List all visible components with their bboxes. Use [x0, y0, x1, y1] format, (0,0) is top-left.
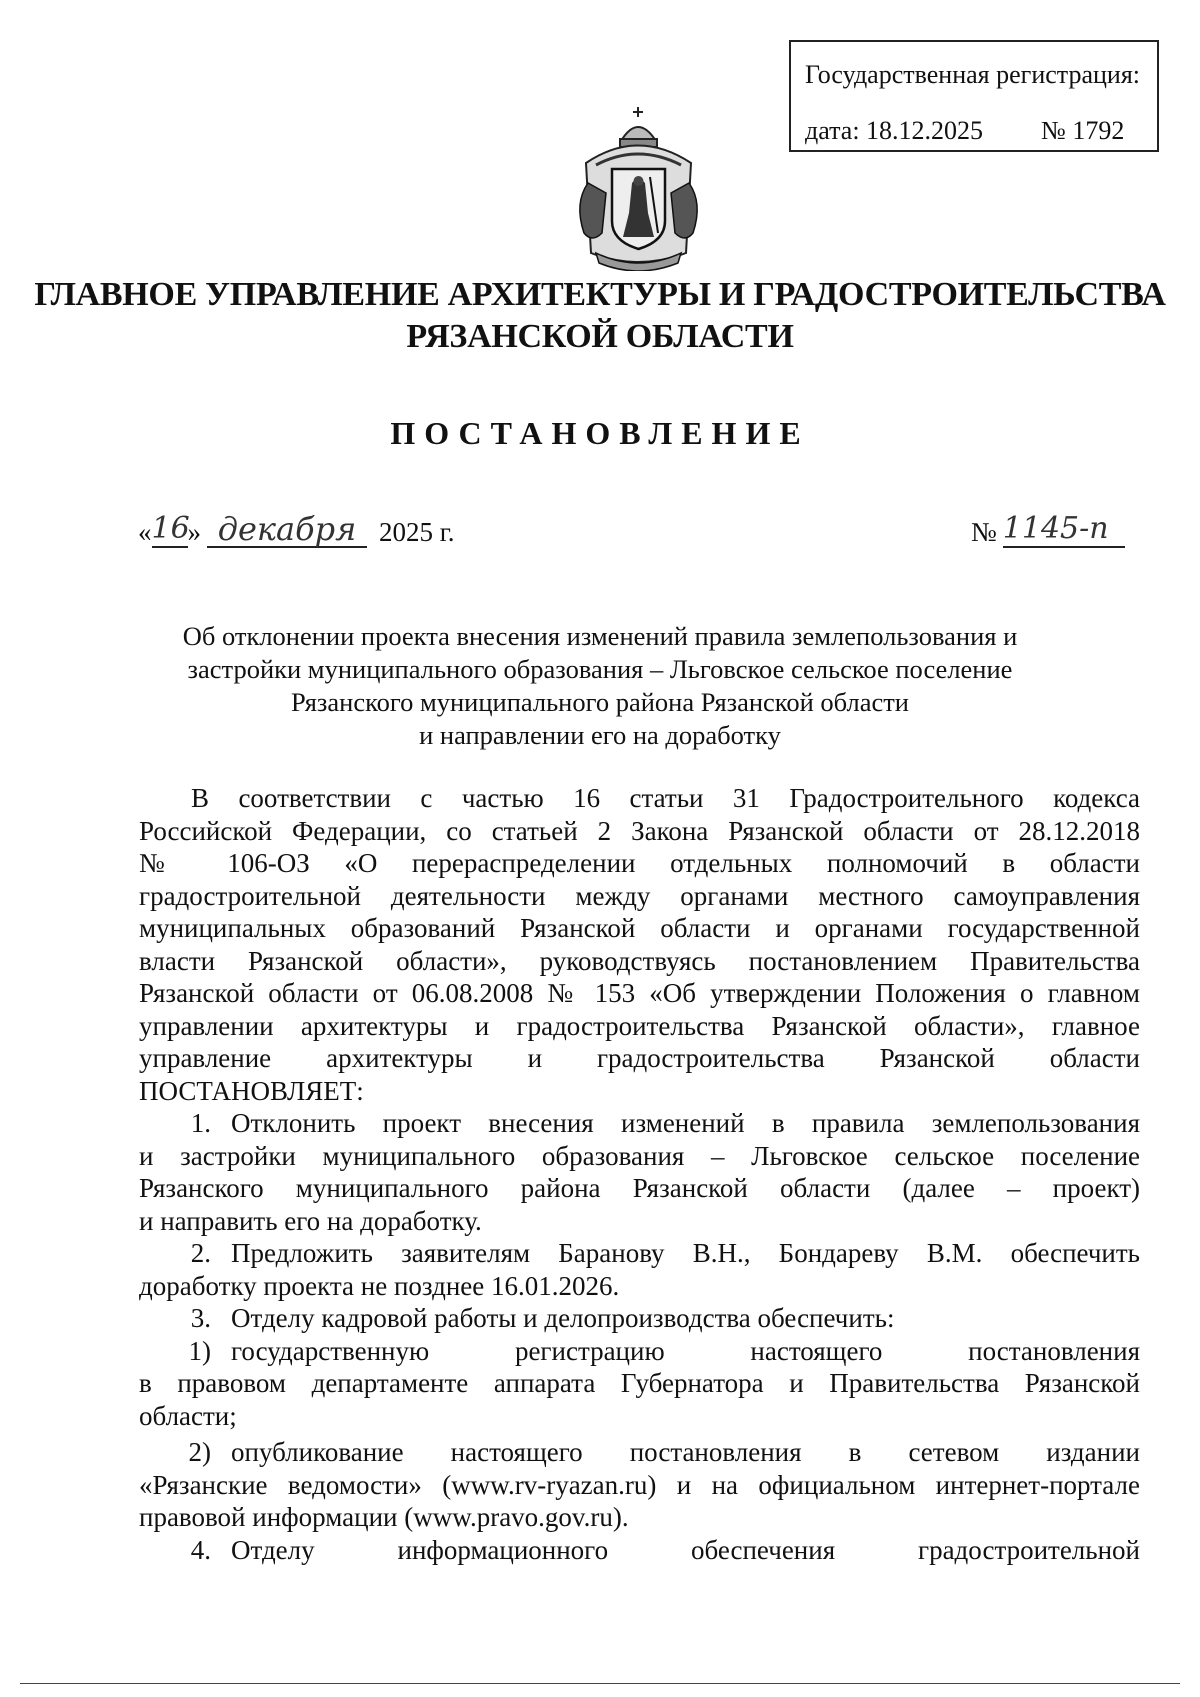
document-subject	[0, 620, 1200, 752]
item-first-line: Предложить заявителям Баранову В.Н., Бондареву В.М. обеспечить	[231, 1238, 1140, 1268]
date-day: 16	[151, 511, 190, 546]
preamble-line: муниципальных образований Рязанской области и органами государственной	[139, 913, 1140, 943]
number-prefix: №	[971, 517, 997, 547]
registration-stamp	[789, 40, 1159, 152]
item-line: и застройки муниципального образования – Льговское сельское поселение	[139, 1140, 1140, 1171]
item-first-line: Отделу кадровой работы и делопроизводства обеспечить:	[231, 1303, 895, 1333]
organization-line-2: РЯЗАНСКОЙ ОБЛАСТИ	[406, 318, 794, 355]
item-first-line: Отделу информационного обеспечения градостроительной	[231, 1534, 1140, 1565]
item-line: Рязанского муниципального района Рязанской области (далее – проект)	[139, 1173, 1140, 1203]
organization-line-1: ГЛАВНОЕ УПРАВЛЕНИЕ АРХИТЕКТУРЫ И ГРАДОСТРОИТЕЛЬСТВА	[34, 276, 1166, 313]
document-type: ПОСТАНОВЛЕНИЕ	[390, 415, 810, 451]
list-item	[139, 1302, 1140, 1335]
sub-list-item	[139, 1436, 1140, 1469]
date-open-quote: «	[138, 517, 152, 547]
item-line: доработку проекта не позднее 16.01.2026.	[139, 1270, 620, 1301]
item-line: и направить его на доработку.	[139, 1205, 482, 1236]
registration-number: № 1792	[1041, 116, 1125, 145]
document-date	[138, 512, 455, 548]
item-number: 1.	[190, 1108, 211, 1138]
subject-line: Об отклонении проекта внесения изменений правила землепользования и	[182, 621, 1018, 651]
organization-name	[0, 274, 1200, 358]
list-item	[139, 1534, 1140, 1567]
subject-line: и направлении его на доработку	[419, 720, 781, 750]
list-item	[139, 1107, 1140, 1140]
preamble-line: № 106-ОЗ «О перераспределении отдельных полномочий в области	[139, 848, 1140, 878]
subitem-number: 2)	[188, 1437, 211, 1467]
document-body	[139, 782, 1140, 1566]
subitem-number: 1)	[188, 1335, 211, 1366]
registration-date: дата: 18.12.2025	[805, 116, 984, 145]
item-first-line: Отклонить проект внесения изменений в правила землепользования	[231, 1108, 1140, 1138]
document-number	[971, 512, 1125, 548]
preamble-line: градостроительной деятельности между органами местного самоуправления	[139, 880, 1140, 911]
date-close-quote: »	[187, 517, 201, 547]
registration-title: Государственная регистрация:	[805, 60, 1141, 89]
number-value: 1145-п	[1003, 512, 1125, 548]
subitem-line: области;	[139, 1400, 237, 1431]
date-month: декабря	[207, 512, 367, 548]
date-year: 2025 г.	[379, 517, 455, 547]
preamble-line: Рязанской области от 06.08.2008 № 153 «Об утверждении Положения о главном	[139, 978, 1140, 1008]
subitem-line: «Рязанские ведомости» (www.rv-ryazan.ru) и на официальном интернет-портале	[139, 1469, 1140, 1500]
preamble-line: Российской Федерации, со статьей 2 Закона Рязанской области от 28.12.2018	[139, 815, 1140, 846]
item-number: 3.	[190, 1303, 211, 1333]
item-number: 2.	[190, 1238, 211, 1268]
preamble-line: управлении архитектуры и градостроительства Рязанской области», главное	[139, 1010, 1140, 1041]
subitem-first-line: опубликование настоящего постановления в сетевом издании	[231, 1437, 1140, 1467]
sub-list-item	[139, 1335, 1140, 1368]
preamble-line: ПОСТАНОВЛЯЕТ:	[139, 1075, 364, 1106]
subitem-first-line: государственную регистрацию настоящего постановления	[231, 1335, 1140, 1366]
subitem-line: правовой информации (www.pravo.gov.ru).	[139, 1502, 629, 1532]
item-number: 4.	[190, 1534, 211, 1565]
preamble-line: В соответствии с частью 16 статьи 31 Градостроительного кодекса	[191, 783, 1140, 813]
preamble-line: управление архитектуры и градостроительства Рязанской области	[139, 1043, 1140, 1073]
preamble-line: власти Рязанской области», руководствуясь постановлением Правительства	[139, 945, 1140, 976]
subject-line: Рязанского муниципального района Рязанской области	[291, 687, 909, 717]
coat-of-arms-icon	[566, 103, 711, 271]
list-item	[139, 1237, 1140, 1270]
subject-line: застройки муниципального образования – Льговское сельское поселение	[187, 654, 1013, 684]
page-edge-line	[20, 1683, 1180, 1684]
subitem-line: в правовом департаменте аппарата Губернатора и Правительства Рязанской	[139, 1368, 1140, 1398]
